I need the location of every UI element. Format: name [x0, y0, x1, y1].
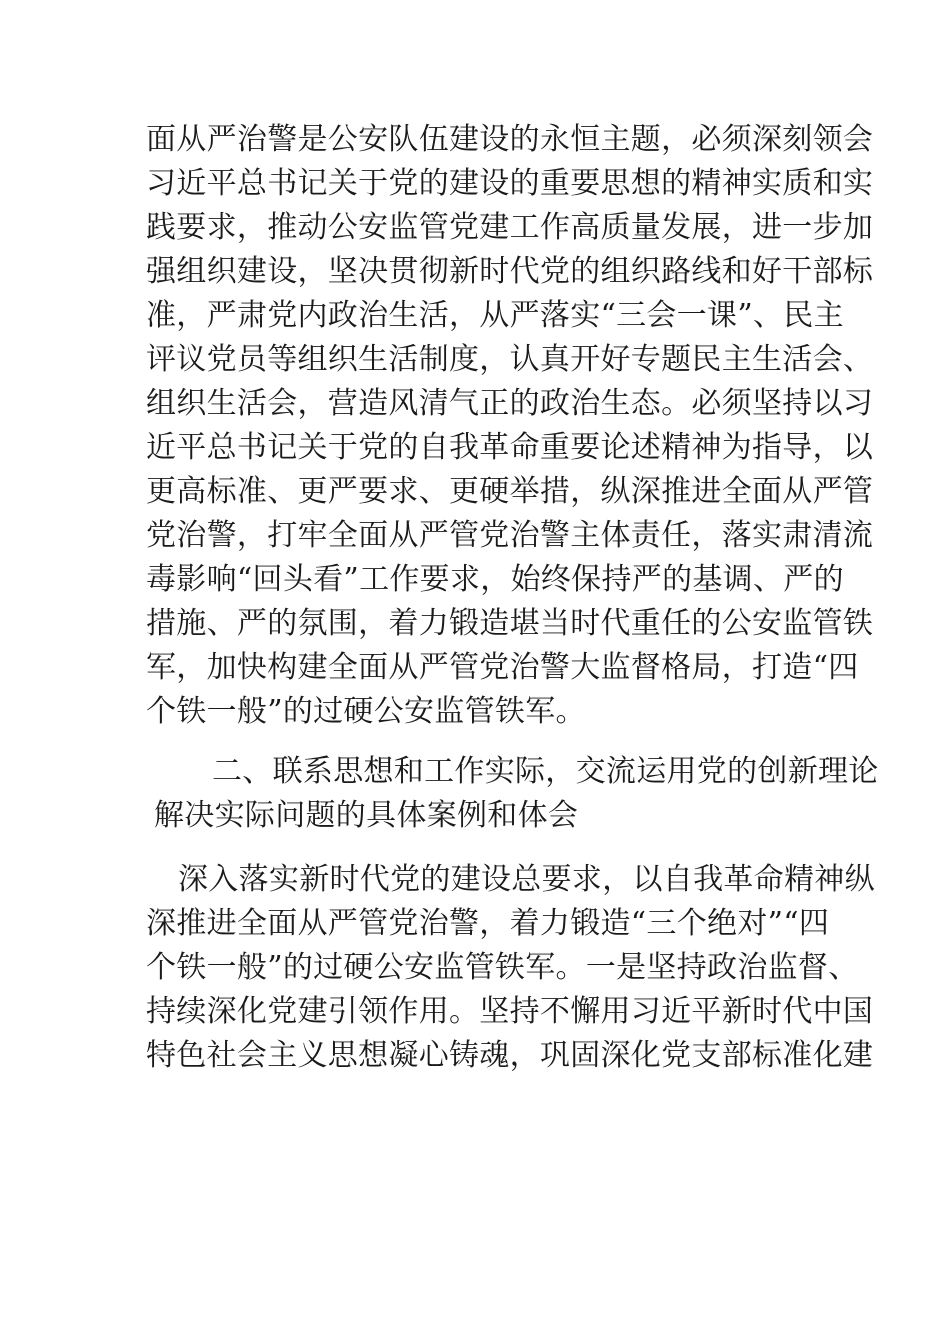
- paragraph-line: 党治警，打牢全面从严管党治警主体责任，落实肃清流: [146, 518, 874, 553]
- paragraph-line: 深入落实新时代党的建设总要求，以自我革命精神纵: [178, 862, 875, 897]
- paragraph-line: 特色社会主义思想凝心铸魂，巩固深化党支部标准化建: [146, 1038, 874, 1073]
- section-heading: [146, 750, 879, 838]
- paragraph-line: 个铁一般”的过硬公安监管铁军。: [146, 694, 586, 729]
- body-paragraph-2: [146, 858, 875, 1078]
- paragraph-line: 措施、严的氛围，着力锻造堪当时代重任的公安监管铁: [146, 606, 874, 641]
- heading-line: 解决实际问题的具体案例和体会: [154, 798, 579, 833]
- paragraph-line: 个铁一般”的过硬公安监管铁军。一是坚持政治监督、: [146, 950, 859, 985]
- paragraph-line: 面从严治警是公安队伍建设的永恒主题，必须深刻领会: [146, 122, 874, 157]
- paragraph-line: 组织生活会，营造风清气正的政治生态。必须坚持以习: [146, 386, 874, 421]
- paragraph-line: 准，严肃党内政治生活，从严落实“三会一课”、民主: [146, 298, 844, 333]
- paragraph-line: 军，加快构建全面从严管党治警大监督格局，打造“四: [146, 650, 859, 685]
- body-paragraph-1: [146, 118, 874, 734]
- paragraph-line: 持续深化党建引领作用。坚持不懈用习近平新时代中国: [146, 994, 874, 1029]
- paragraph-line: 深推进全面从严管党治警，着力锻造“三个绝对”“四: [146, 906, 830, 941]
- paragraph-line: 践要求，推动公安监管党建工作高质量发展，进一步加: [146, 210, 874, 245]
- paragraph-line: 近平总书记关于党的自我革命重要论述精神为指导，以: [146, 430, 874, 465]
- heading-line: 二、联系思想和工作实际，交流运用党的创新理论: [212, 754, 879, 789]
- paragraph-line: 强组织建设，坚决贯彻新时代党的组织路线和好干部标: [146, 254, 874, 289]
- paragraph-line: 毒影响“回头看”工作要求，始终保持严的基调、严的: [146, 562, 844, 597]
- paragraph-line: 习近平总书记关于党的建设的重要思想的精神实质和实: [146, 166, 874, 201]
- paragraph-line: 评议党员等组织生活制度，认真开好专题民主生活会、: [146, 342, 874, 377]
- paragraph-line: 更高标准、更严要求、更硬举措，纵深推进全面从严管: [146, 474, 874, 509]
